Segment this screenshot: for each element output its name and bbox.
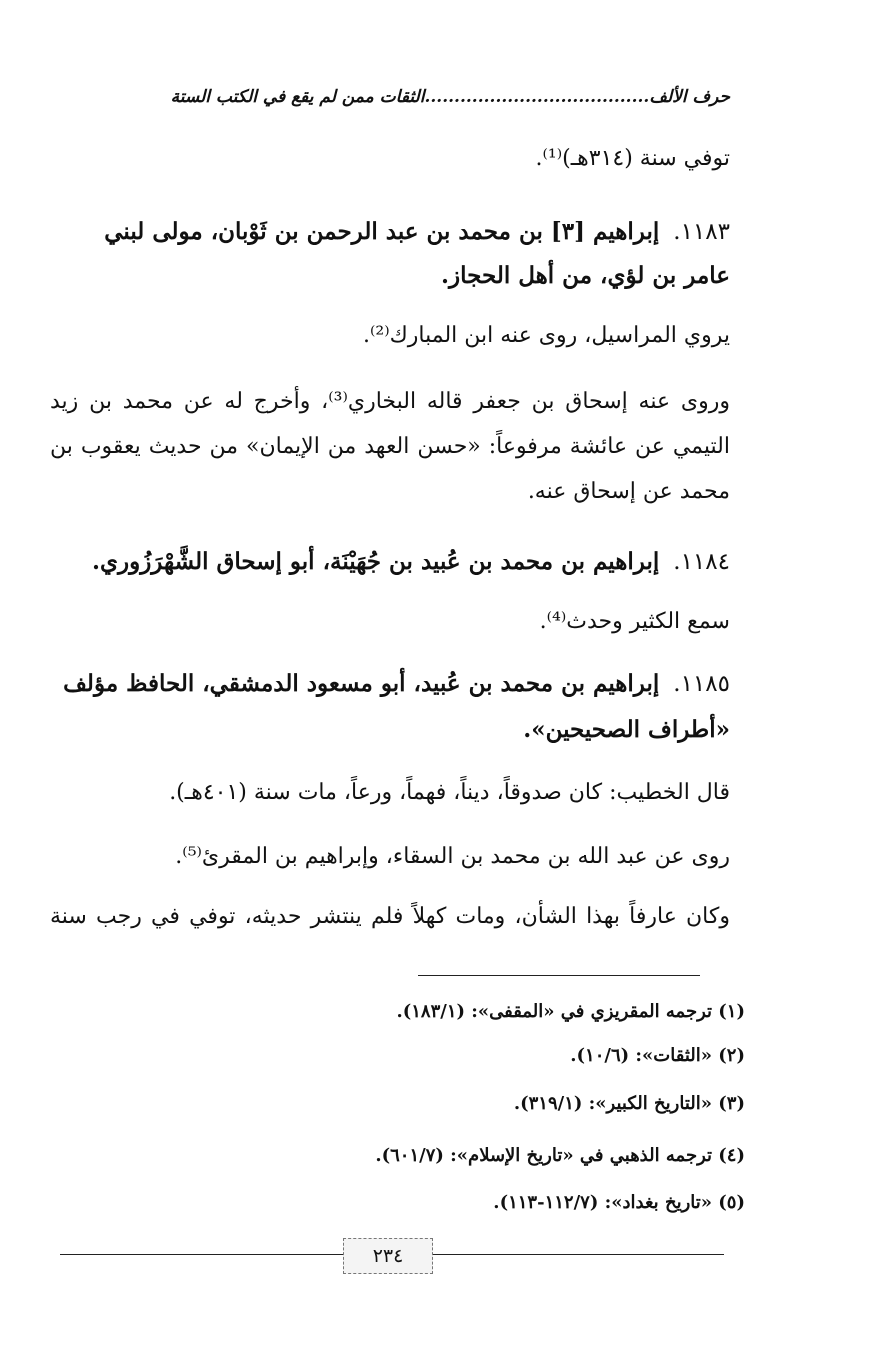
entry-heading bbox=[30, 212, 730, 252]
entry-number: ١١٨٤. bbox=[673, 549, 730, 575]
entry-heading bbox=[50, 542, 730, 582]
footer-rule-right bbox=[431, 1254, 724, 1255]
body-line: سمع الكثير وحدث⁽⁴⁾. bbox=[539, 609, 730, 634]
entry-title: إبراهيم بن محمد بن عُبيد بن جُهَيْنَة، أبو إسحاق الشَّهْرَزُوري. bbox=[91, 548, 660, 575]
body-line: وروى عنه إسحاق بن جعفر قاله البخاري⁽³⁾، وأخرج له عن محمد بن زيد bbox=[50, 389, 730, 414]
entry-title: إبراهيم [٣] بن محمد بن عبد الرحمن بن ثَوْبان، مولى لبني bbox=[104, 218, 660, 245]
body-line: قال الخطيب: كان صدوقاً، ديناً، فهماً، ورعاً، مات سنة (٤٠١هـ). bbox=[169, 780, 730, 805]
entry-heading-cont: «أطراف الصحيحين». bbox=[523, 716, 730, 743]
running-header bbox=[70, 82, 730, 112]
body-line: روى عن عبد الله بن محمد بن السقاء، وإبراهيم بن المقرئ⁽⁵⁾. bbox=[175, 844, 730, 869]
footnote: (٤) ترجمه الذهبي في «تاريخ الإسلام»: (٦٠١/٧). bbox=[375, 1145, 745, 1166]
footnote: (٢) «الثقات»: (١٠/٦). bbox=[570, 1045, 745, 1066]
entry-heading bbox=[30, 664, 730, 704]
body-line: وكان عارفاً بهذا الشأن، ومات كهلاً فلم ينتشر حديثه، توفي في رجب سنة bbox=[50, 904, 730, 929]
footnote: (٥) «تاريخ بغداد»: (١١٢/٧-١١٣). bbox=[493, 1192, 745, 1213]
footer-rule-left bbox=[60, 1254, 343, 1255]
page-number: ٢٣٤ bbox=[343, 1238, 433, 1274]
body-line: محمد عن إسحاق عنه. bbox=[527, 479, 730, 504]
footnote-separator bbox=[418, 975, 700, 976]
footnote: (٣) «التاريخ الكبير»: (٣١٩/١). bbox=[513, 1093, 745, 1114]
entry-heading-cont: عامر بن لؤي، من أهل الحجاز. bbox=[441, 262, 730, 289]
entry-number: ١١٨٥. bbox=[673, 671, 730, 697]
entry-number: ١١٨٣. bbox=[673, 219, 730, 245]
header-chapter: حرف الألف bbox=[649, 87, 730, 107]
entry-title: إبراهيم بن محمد بن عُبيد، أبو مسعود الدمشقي، الحافظ مؤلف bbox=[63, 670, 660, 697]
header-book-title: ......................................الثقات ممن لم يقع في الكتب الستة bbox=[170, 87, 650, 107]
footnote: (١) ترجمه المقريزي في «المقفى»: (١٨٣/١). bbox=[396, 1001, 745, 1022]
body-line: يروي المراسيل، روى عنه ابن المبارك⁽²⁾. bbox=[363, 323, 730, 348]
body-line: توفي سنة (٣١٤هـ)⁽¹⁾. bbox=[535, 146, 730, 171]
body-line: التيمي عن عائشة مرفوعاً: «حسن العهد من الإيمان» من حديث يعقوب بن bbox=[50, 434, 730, 459]
